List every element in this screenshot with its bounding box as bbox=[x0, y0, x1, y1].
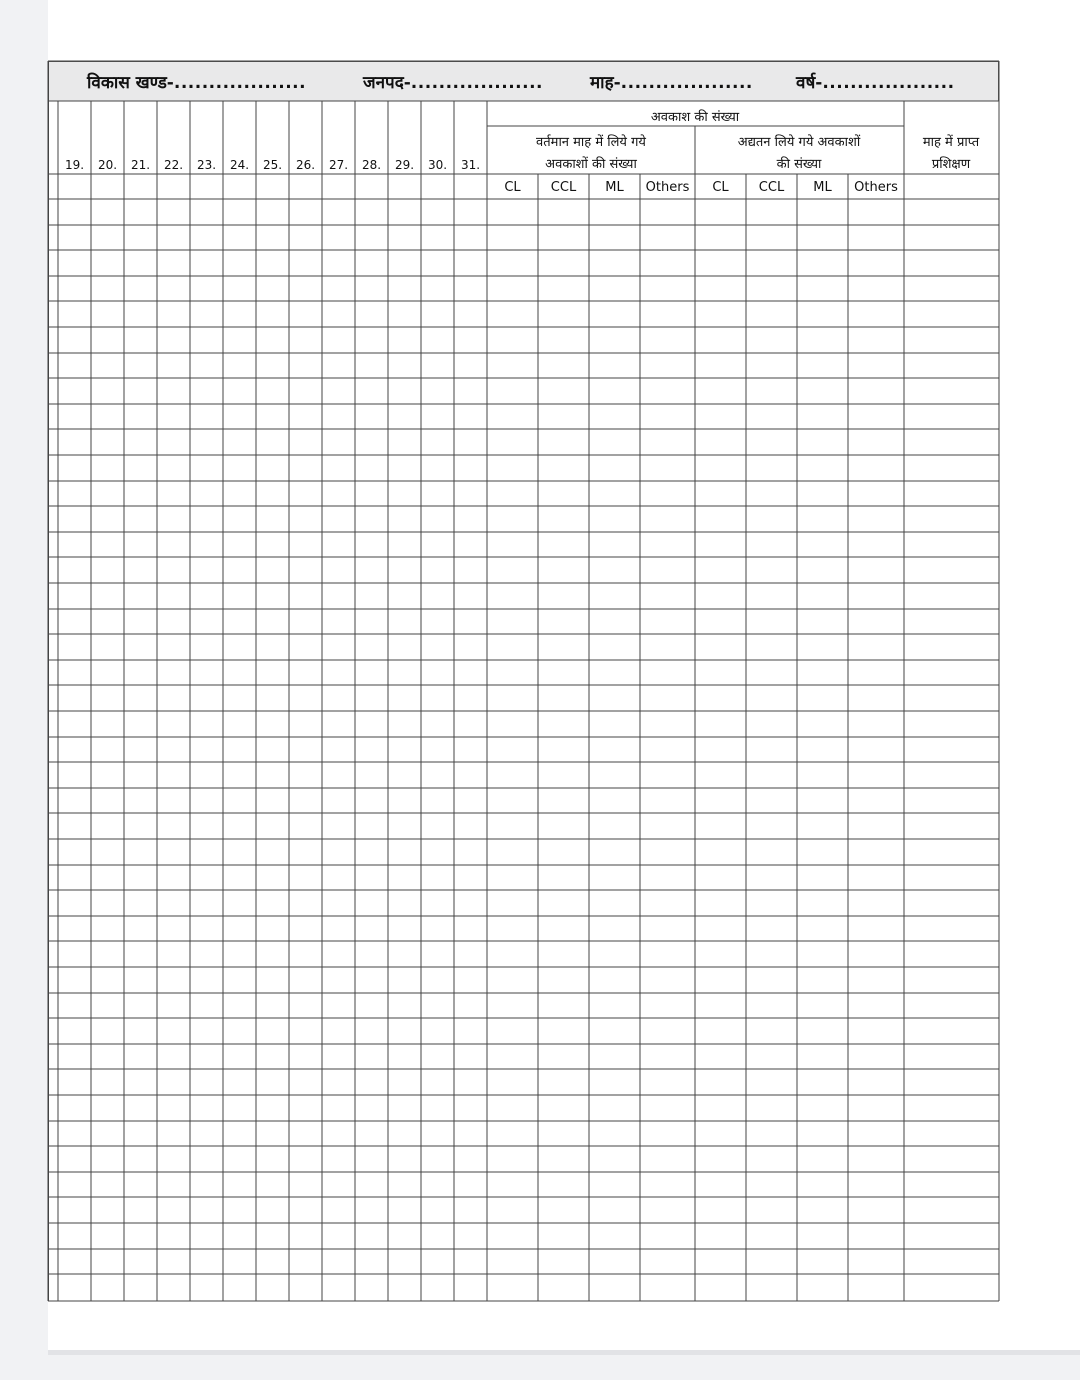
leave-type-label: CL bbox=[712, 180, 729, 195]
to-date-leave-heading-line1: अद्यतन लिये गये अवकाशों bbox=[737, 135, 861, 150]
table-header-labels bbox=[65, 109, 980, 195]
day-column-label: 24. bbox=[229, 158, 250, 172]
leave-type-label: CL bbox=[504, 180, 521, 195]
district-blank: ................... bbox=[410, 73, 543, 93]
year-label: वर्ष- bbox=[796, 73, 823, 93]
to-date-leave-heading-line2: की संख्या bbox=[776, 157, 822, 172]
leave-type-label: CCL bbox=[550, 180, 577, 195]
day-column-label: 20. bbox=[97, 158, 118, 172]
month-label: माह- bbox=[590, 73, 621, 93]
day-column-label: 26. bbox=[295, 158, 316, 172]
day-column-label: 27. bbox=[328, 158, 349, 172]
training-heading-line1: माह में प्राप्त bbox=[922, 135, 980, 150]
day-column-label: 29. bbox=[394, 158, 415, 172]
day-column-label: 28. bbox=[361, 158, 382, 172]
table-grid-lines bbox=[48, 61, 999, 1301]
leave-type-label: ML bbox=[813, 180, 832, 195]
day-column-label: 21. bbox=[130, 158, 151, 172]
current-month-leave-heading-line1: वर्तमान माह में लिये गये bbox=[536, 135, 646, 150]
district-label: जनपद- bbox=[363, 73, 411, 93]
block-label: विकास खण्ड- bbox=[87, 73, 174, 93]
day-column-label: 30. bbox=[427, 158, 448, 172]
month-blank: ................... bbox=[620, 73, 753, 93]
current-month-leave-heading-line2: अवकाशों की संख्या bbox=[545, 157, 637, 172]
year-blank: ................... bbox=[822, 73, 955, 93]
day-column-label: 22. bbox=[163, 158, 184, 172]
block-blank: ................... bbox=[173, 73, 307, 93]
day-column-label: 19. bbox=[64, 158, 85, 172]
day-column-label: 31. bbox=[460, 158, 481, 172]
leave-type-label: Others bbox=[645, 180, 690, 195]
day-column-label: 23. bbox=[196, 158, 217, 172]
day-column-label: 25. bbox=[262, 158, 283, 172]
training-heading-line2: प्रशिक्षण bbox=[931, 157, 971, 172]
leave-type-label: ML bbox=[605, 180, 624, 195]
leave-type-label: CCL bbox=[758, 180, 785, 195]
leave-count-heading: अवकाश की संख्या bbox=[650, 110, 740, 125]
leave-type-label: Others bbox=[854, 180, 898, 195]
